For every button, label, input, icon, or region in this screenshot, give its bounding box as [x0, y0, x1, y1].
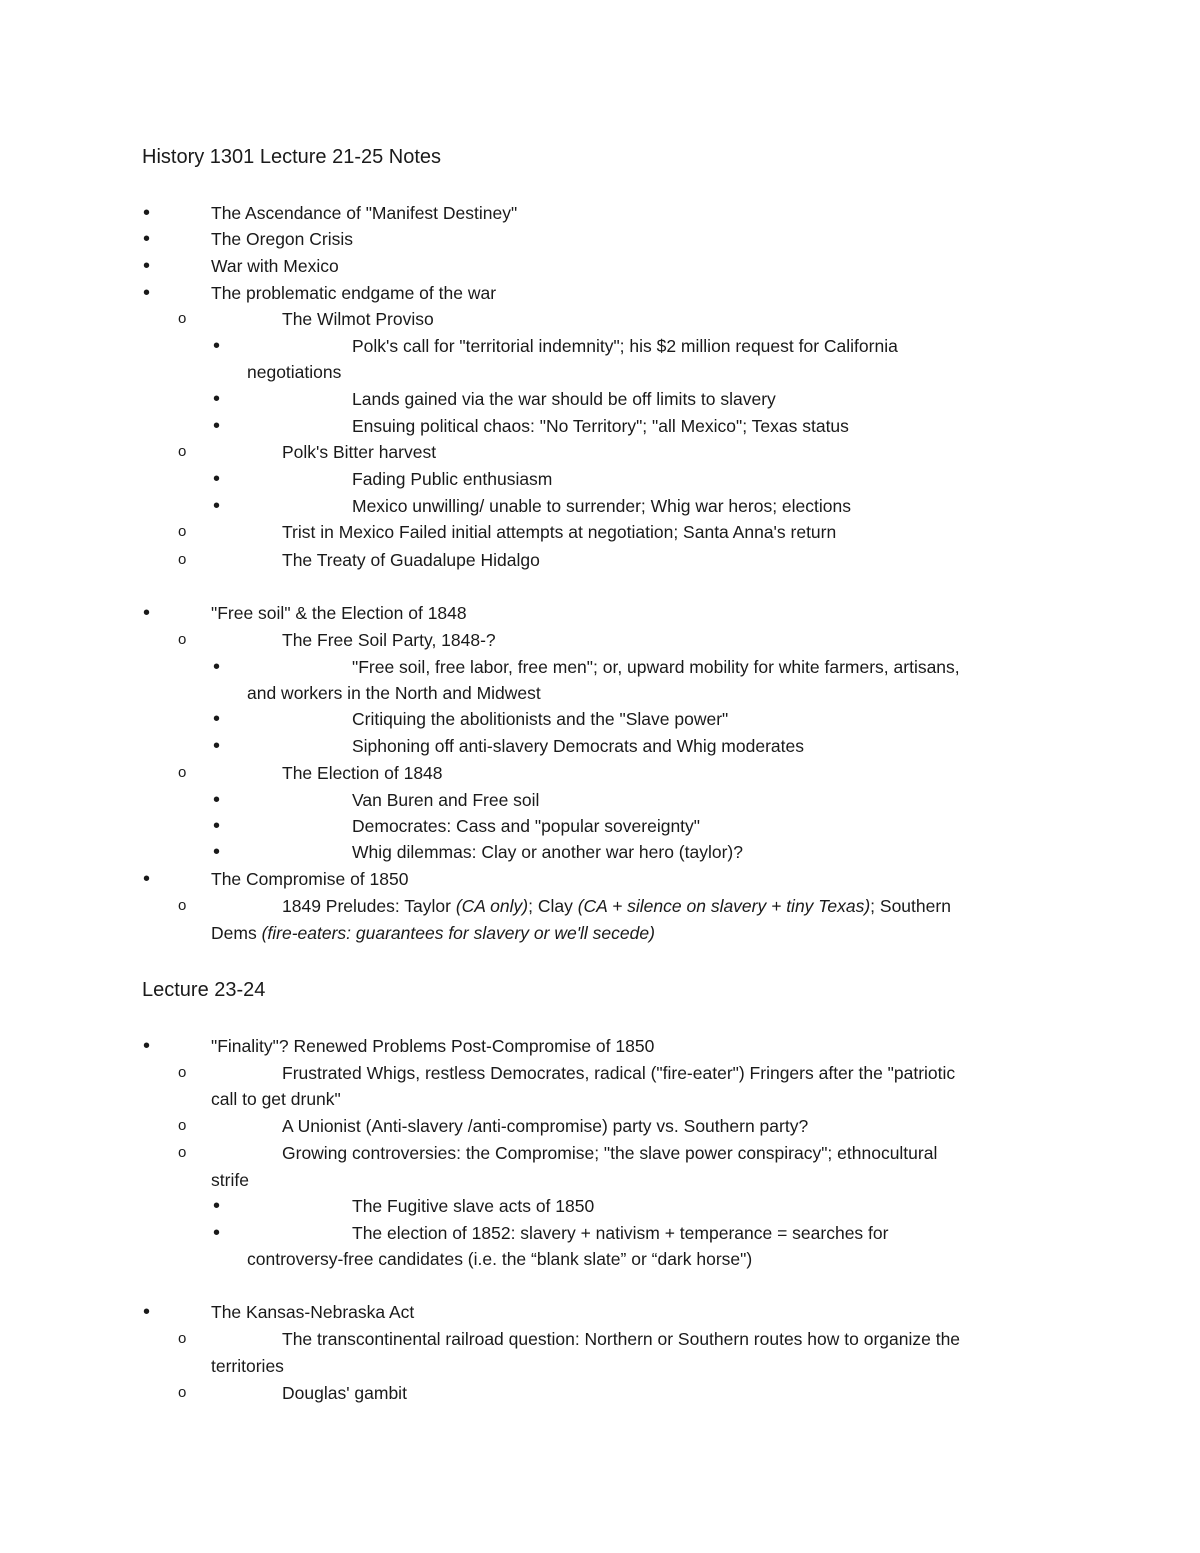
outline-item: War with Mexico — [211, 256, 339, 276]
section-title-lecture-23-24: Lecture 23-24 — [142, 979, 266, 1001]
bullet-dot: • — [143, 1035, 151, 1057]
outline-item: Van Buren and Free soil — [352, 790, 540, 810]
outline-item: The Oregon Crisis — [211, 229, 353, 249]
outline-item: The Kansas-Nebraska Act — [211, 1302, 415, 1322]
bullet-circle: o — [178, 1144, 187, 1161]
outline-item: "Finality"? Renewed Problems Post-Compromise of 1850 — [211, 1036, 655, 1056]
outline-item: The Free Soil Party, 1848-? — [282, 630, 496, 650]
bullet-dot: • — [213, 335, 221, 357]
bullet-circle: o — [178, 631, 187, 648]
outline-item: A Unionist (Anti-slavery /anti-compromise) party vs. Southern party? — [282, 1116, 809, 1136]
bullet-dot: • — [143, 1301, 151, 1323]
outline-item: Lands gained via the war should be off limits to slavery — [352, 389, 776, 409]
outline-item: The Election of 1848 — [282, 763, 443, 783]
bullet-dot: • — [213, 841, 221, 863]
outline-item: Polk's Bitter harvest — [282, 442, 437, 462]
bullet-circle: o — [178, 1384, 187, 1401]
outline-item-continuation: Dems (fire-eaters: guarantees for slavery or we'll secede) — [211, 923, 655, 943]
bullet-dot: • — [213, 815, 221, 837]
outline-item-continuation: strife — [211, 1170, 249, 1190]
bullet-dot: • — [213, 1222, 221, 1244]
outline-item-continuation: territories — [211, 1356, 284, 1376]
outline-item-continuation: and workers in the North and Midwest — [247, 683, 541, 703]
outline-item: Polk's call for "territorial indemnity"; his $2 million request for California — [352, 336, 898, 356]
bullet-dot: • — [213, 789, 221, 811]
bullet-dot: • — [213, 656, 221, 678]
outline-item: Douglas' gambit — [282, 1383, 407, 1403]
outline-item: Democrates: Cass and "popular sovereignty" — [352, 816, 701, 836]
bullet-dot: • — [213, 1195, 221, 1217]
bullet-circle: o — [178, 523, 187, 540]
outline-item: Mexico unwilling/ unable to surrender; Whig war heros; elections — [352, 496, 851, 516]
bullet-circle: o — [178, 443, 187, 460]
bullet-dot: • — [213, 708, 221, 730]
bullet-circle: o — [178, 764, 187, 781]
outline-item: Critiquing the abolitionists and the "Slave power" — [352, 709, 729, 729]
outline-item: The Treaty of Guadalupe Hidalgo — [282, 550, 540, 570]
outline-item: "Free soil, free labor, free men"; or, upward mobility for white farmers, artisans, — [352, 657, 960, 677]
bullet-dot: • — [213, 495, 221, 517]
outline-item: The election of 1852: slavery + nativism + temperance = searches for — [352, 1223, 889, 1243]
bullet-dot: • — [143, 202, 151, 224]
outline-item: The problematic endgame of the war — [211, 283, 497, 303]
outline-item: The Compromise of 1850 — [211, 869, 409, 889]
bullet-dot: • — [213, 388, 221, 410]
bullet-circle: o — [178, 897, 187, 914]
outline-item: Growing controversies: the Compromise; "the slave power conspiracy"; ethnocultural — [282, 1143, 938, 1163]
bullet-circle: o — [178, 551, 187, 568]
outline-item: Whig dilemmas: Clay or another war hero (taylor)? — [352, 842, 743, 862]
outline-item: The Ascendance of "Manifest Destiney" — [211, 203, 518, 223]
outline-item: The transcontinental railroad question: Northern or Southern routes how to organize the — [282, 1329, 961, 1349]
outline-item: Siphoning off anti-slavery Democrats and Whig moderates — [352, 736, 804, 756]
outline-item: Trist in Mexico Failed initial attempts at negotiation; Santa Anna's return — [282, 522, 837, 542]
bullet-dot: • — [143, 255, 151, 277]
bullet-circle: o — [178, 1117, 187, 1134]
outline-item-continuation: controversy-free candidates (i.e. the “blank slate” or “dark horse") — [247, 1249, 753, 1269]
outline-item: Frustrated Whigs, restless Democrates, radical ("fire-eater") Fringers after the "patriotic — [282, 1063, 956, 1083]
outline-item-preludes: 1849 Preludes: Taylor (CA only); Clay (CA + silence on slavery + tiny Texas); Southern — [282, 896, 951, 916]
bullet-circle: o — [178, 310, 187, 327]
bullet-dot: • — [143, 228, 151, 250]
outline-item: Ensuing political chaos: "No Territory"; "all Mexico"; Texas status — [352, 416, 849, 436]
bullet-dot: • — [213, 735, 221, 757]
bullet-circle: o — [178, 1330, 187, 1347]
bullet-dot: • — [143, 868, 151, 890]
outline-item-continuation: negotiations — [247, 362, 342, 382]
bullet-dot: • — [213, 468, 221, 490]
bullet-circle: o — [178, 1064, 187, 1081]
outline-item: Fading Public enthusiasm — [352, 469, 553, 489]
bullet-dot: • — [213, 415, 221, 437]
outline-item: The Wilmot Proviso — [282, 309, 434, 329]
bullet-dot: • — [143, 602, 151, 624]
outline-item: The Fugitive slave acts of 1850 — [352, 1196, 595, 1216]
bullet-dot: • — [143, 282, 151, 304]
outline-item-continuation: call to get drunk" — [211, 1089, 341, 1109]
section-title-lecture-21-25: History 1301 Lecture 21-25 Notes — [142, 146, 442, 168]
outline-item: "Free soil" & the Election of 1848 — [211, 603, 467, 623]
